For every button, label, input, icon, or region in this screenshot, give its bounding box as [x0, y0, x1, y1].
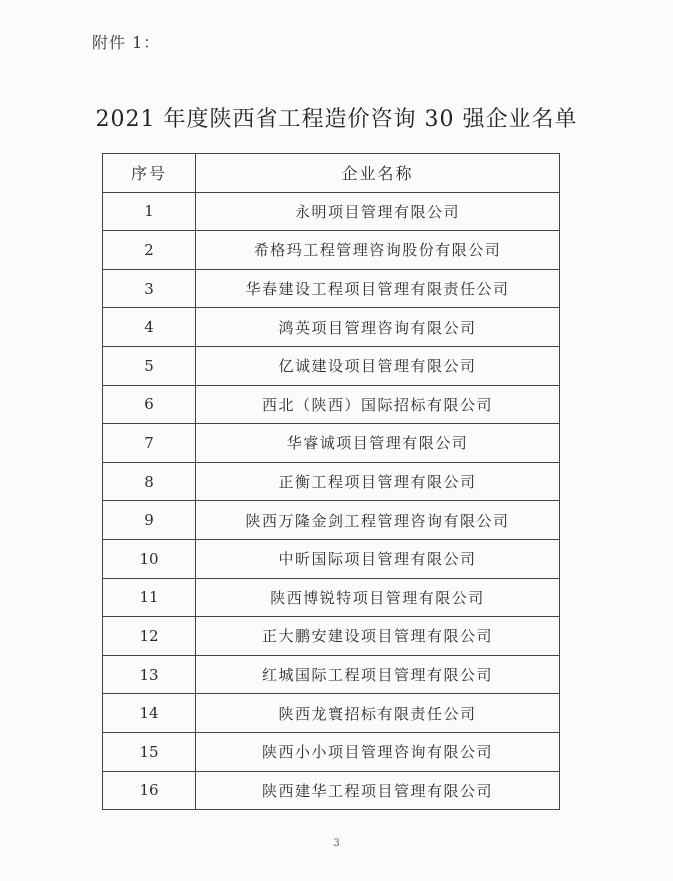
- row-index: 6: [103, 385, 196, 424]
- row-index: 16: [103, 771, 196, 810]
- row-index: 4: [103, 308, 196, 347]
- row-company-name: 中昕国际项目管理有限公司: [196, 539, 560, 578]
- table-row: [103, 308, 560, 347]
- row-company-name: 陕西龙寰招标有限责任公司: [196, 694, 560, 733]
- document-title: 2021 年度陕西省工程造价咨询 30 强企业名单: [95, 107, 578, 132]
- row-company-name: 西北（陕西）国际招标有限公司: [196, 385, 560, 424]
- row-company-name: 鸿英项目管理咨询有限公司: [196, 308, 560, 347]
- table-row: [103, 231, 560, 270]
- row-index: 14: [103, 694, 196, 733]
- row-company-name: 陕西建华工程项目管理有限公司: [196, 771, 560, 810]
- row-company-name: 陕西小小项目管理咨询有限公司: [196, 732, 560, 771]
- table-row: [103, 462, 560, 501]
- table-row: [103, 617, 560, 656]
- row-index: 12: [103, 617, 196, 656]
- table-row: [103, 539, 560, 578]
- table-row: [103, 346, 560, 385]
- row-company-name: 红城国际工程项目管理有限公司: [196, 655, 560, 694]
- table-row: [103, 655, 560, 694]
- row-index: 13: [103, 655, 196, 694]
- table-row: [103, 385, 560, 424]
- row-index: 7: [103, 424, 196, 463]
- row-company-name: 陕西万隆金剑工程管理咨询有限公司: [196, 501, 560, 540]
- header-index: 序号: [103, 154, 196, 193]
- row-index: 10: [103, 539, 196, 578]
- table-row: [103, 501, 560, 540]
- attachment-label: 附件 1：: [92, 33, 161, 52]
- row-company-name: 正大鹏安建设项目管理有限公司: [196, 617, 560, 656]
- header-company-name: 企业名称: [196, 154, 560, 193]
- table-row: [103, 578, 560, 617]
- row-company-name: 华春建设工程项目管理有限责任公司: [196, 269, 560, 308]
- row-index: 1: [103, 192, 196, 231]
- table-row: [103, 771, 560, 810]
- table-row: [103, 694, 560, 733]
- table-row: [103, 424, 560, 463]
- row-index: 5: [103, 346, 196, 385]
- table-row: [103, 192, 560, 231]
- row-index: 3: [103, 269, 196, 308]
- company-list-table: [102, 153, 560, 810]
- row-company-name: 正衡工程项目管理有限公司: [196, 462, 560, 501]
- row-company-name: 华睿诚项目管理有限公司: [196, 424, 560, 463]
- row-index: 15: [103, 732, 196, 771]
- row-company-name: 陕西博锐特项目管理有限公司: [196, 578, 560, 617]
- row-company-name: 永明项目管理有限公司: [196, 192, 560, 231]
- table-header-row: [103, 154, 560, 193]
- row-index: 11: [103, 578, 196, 617]
- row-index: 8: [103, 462, 196, 501]
- row-company-name: 亿诚建设项目管理有限公司: [196, 346, 560, 385]
- table-row: [103, 732, 560, 771]
- row-company-name: 希格玛工程管理咨询股份有限公司: [196, 231, 560, 270]
- table-row: [103, 269, 560, 308]
- row-index: 2: [103, 231, 196, 270]
- page-number: 3: [333, 838, 340, 849]
- row-index: 9: [103, 501, 196, 540]
